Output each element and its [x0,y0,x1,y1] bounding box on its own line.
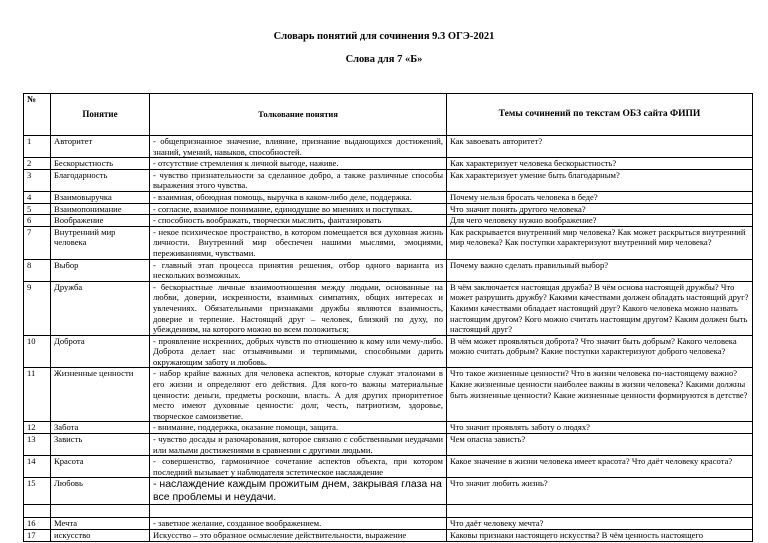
row-definition: - отсутствие стремления к личной выгоде, наживе. [150,158,447,170]
table-row [24,259,753,281]
row-definition: - набор крайне важных для человека аспектов, которые служат эталонами в его жизни и определяют его действия. Для кого-то важны материальные ценности: деньги, предметы роскоши, власть. А для других приоритетное место имеют духовные ценности: долг, честь, патриотизм, здоровье, творческое самоизветие. [150,368,447,422]
header-num: № [24,94,51,136]
row-definition: - общепризнанное значение, влияние, признание выдающихся достижений, знаний, умений, навыков, способностей. [150,136,447,158]
row-topics: В чём заключается настоящая дружба? В чём основа настоящей дружбы? Что может разрушить дружбу? Какими качествами должен обладать настоящий друг? Какими качествами обладает настоящий друг? Какого человека можно назвать настоящим другом? Кого можно считать настоящим другом? Каким должен быть настоящий друг? [447,281,753,335]
table-row [24,191,753,203]
row-definition: - чувство признательности за сделанное добро, а также различные способы выражения этого чувства. [150,169,447,191]
vocabulary-table [23,93,753,542]
row-definition: - чувство досады и разочарования, которое связано с собственными неудачами или малыми достижениями в сравнении с другими людьми. [150,434,447,456]
row-topics: Что значит проявлять заботу о людях? [447,422,753,434]
row-topics: Почему важно сделать правильный выбор? [447,259,753,281]
row-definition: - главный этап процесса принятия решения, отбор одного варианта из нескольких возможных. [150,259,447,281]
row-term: Доброта [51,335,150,368]
row-definition: - заветное желание, созданное воображением. [150,518,447,530]
row-term: Воображение [51,215,150,227]
row-term: Любовь [51,478,150,505]
row-num: 8 [24,259,51,281]
row-term: Взаимовыручка [51,191,150,203]
table-header-row [24,94,753,136]
table-row [24,136,753,158]
table-row [24,158,753,170]
row-term: Жизненные ценности [51,368,150,422]
row-definition: - взаимная, обоюдная помощь, выручка в каком-либо деле, поддержка. [150,191,447,203]
header-definition: Толкование понятия [150,94,447,136]
row-num: 7 [24,226,51,259]
row-num: 12 [24,422,51,434]
table-row [24,169,753,191]
row-num: 6 [24,215,51,227]
document-subtitle: Слова для 7 «Б» [345,54,423,65]
row-term: Благодарность [51,169,150,191]
row-num: 11 [24,368,51,422]
table-row [24,335,753,368]
row-definition: - некое психическое пространство, в котором помещается вся духовная жизнь личности. Внутренний мир обеспечен нашими мыслями, эмоциями, переживаниями, чувствами. [150,226,447,259]
row-num: 15 [24,478,51,505]
row-topics: Какое значение в жизни человека имеет красота? Что даёт человеку красота? [447,456,753,478]
row-topics: Чем опасна зависть? [447,434,753,456]
row-topics: Для чего человеку нужно воображение? [447,215,753,227]
row-topics: Как характеризует человека бескорыстность? [447,158,753,170]
row-num: 1 [24,136,51,158]
row-term: Красота [51,456,150,478]
row-definition: Искусство – это образное осмысление действительности, выражение [150,530,447,542]
row-topics: Что значит понять другого человека? [447,203,753,215]
row-term: Забота [51,422,150,434]
row-num: 14 [24,456,51,478]
table-row [24,368,753,422]
row-definition: - внимание, поддержка, оказание помощи, защита. [150,422,447,434]
table-row [24,530,753,542]
table-row [24,422,753,434]
row-term: Бескорыстность [51,158,150,170]
row-definition: - бескорыстные личные взаимоотношения между людьми, основанные на любви, доверии, искренности, взаимных симпатиях, общих интересах и увлечениях. Обязательными признаками дружбы являются взаимность, доверие и терпение. Настоящий друг – человек, близкий по духу, по убеждениям, на которого можно во всем положиться; [150,281,447,335]
row-topics: Что даёт человеку мечта? [447,518,753,530]
row-topics: Что значит любить жизнь? [447,478,753,505]
header-topics: Темы сочинений по текстам ОБЗ сайта ФИПИ [447,94,753,136]
row-term: Зависть [51,434,150,456]
empty-cell [24,505,51,518]
row-definition: - наслаждение каждым прожитым днем, закрывая глаза на все проблемы и неудачи. [150,478,447,505]
row-num: 17 [24,530,51,542]
row-topics: Что такое жизненные ценности? Что в жизни человека по-настоящему важно? Какие жизненные ценности наиболее важны в жизни человека? Какими должны быть жизненные ценности? Какие жизненные ценности формируются в детстве? [447,368,753,422]
empty-row [24,505,753,518]
row-term: Выбор [51,259,150,281]
document-title: Словарь понятий для сочинения 9.3 ОГЭ-2021 [273,31,495,42]
table-row [24,456,753,478]
table-row [24,478,753,505]
row-num: 3 [24,169,51,191]
row-topics: В чём может проявляться доброта? Что значит быть добрым? Какого человека можно считать добрым? Какие поступки характеризуют доброго человека? [447,335,753,368]
header-term: Понятие [51,94,150,136]
table-row [24,215,753,227]
row-num: 9 [24,281,51,335]
table-row [24,226,753,259]
row-definition: - совершенство, гармоничное сочетание аспектов объекта, при котором последний вызывает у наблюдателя эстетическое наслаждение [150,456,447,478]
table-row [24,281,753,335]
row-term: Авторитет [51,136,150,158]
empty-cell [150,505,447,518]
row-num: 13 [24,434,51,456]
row-term: Взаимопонимание [51,203,150,215]
empty-cell [51,505,150,518]
row-topics: Каковы признаки настоящего искусства? В чём ценность настоящего [447,530,753,542]
row-topics: Как завоевать авторитет? [447,136,753,158]
table-row [24,518,753,530]
table-row [24,203,753,215]
row-num: 5 [24,203,51,215]
table-row [24,434,753,456]
row-num: 2 [24,158,51,170]
row-term: Внутренний мир человека [51,226,150,259]
row-topics: Почему нельзя бросать человека в беде? [447,191,753,203]
row-term: Мечта [51,518,150,530]
row-definition: - согласие, взаимное понимание, единодушие во мнениях и поступках. [150,203,447,215]
row-topics: Как характеризует умение быть благодарным? [447,169,753,191]
row-term: Дружба [51,281,150,335]
row-definition: - проявление искренних, добрых чувств по отношению к кому или чему-либо. Доброта делает нас отзывчивыми и терпимыми, способными дарить окружающим заботу и любовь. [150,335,447,368]
row-num: 10 [24,335,51,368]
row-num: 4 [24,191,51,203]
row-definition: - способность воображать, творчески мыслить, фантазировать [150,215,447,227]
empty-cell [447,505,753,518]
row-topics: Как раскрывается внутренний мир человека? Как может раскрыться внутренний мир человека? Как поступки характеризуют внутренний мир человека? [447,226,753,259]
row-term: искусство [51,530,150,542]
row-num: 16 [24,518,51,530]
